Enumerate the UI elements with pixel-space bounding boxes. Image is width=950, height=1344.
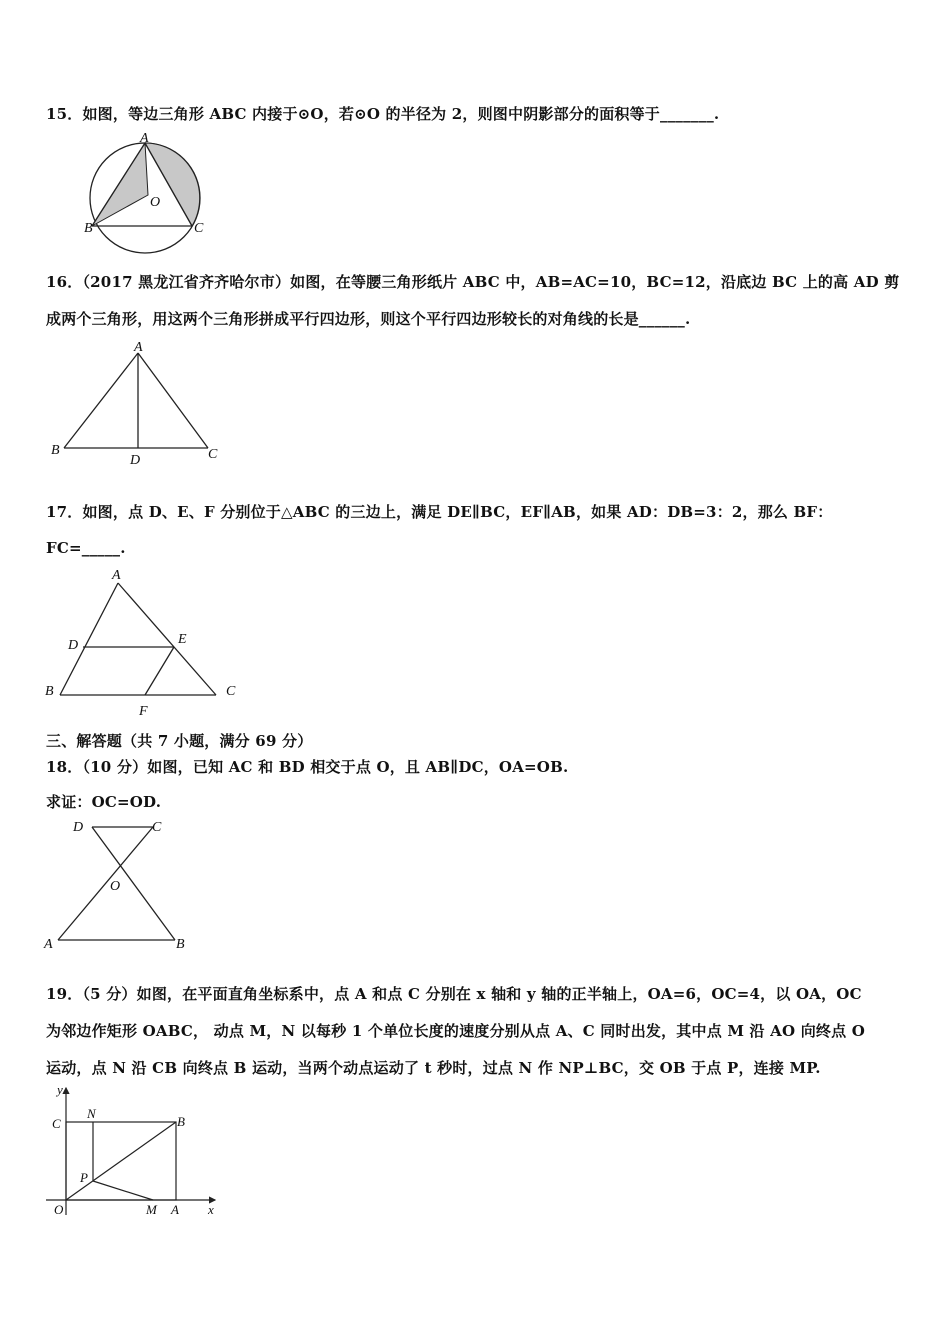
- label-c: C: [52, 1116, 61, 1131]
- segment-pm: [93, 1181, 153, 1200]
- label-o: O: [54, 1202, 64, 1217]
- label-c: C: [152, 820, 162, 835]
- q18-text-line2: 求证：OC=OD.: [46, 793, 162, 811]
- diagonal-ob: [66, 1122, 176, 1200]
- q16-text-line2: 成两个三角形，用这两个三角形拼成平行四边形，则这个平行四边形较长的对角线的长是______.: [46, 310, 691, 328]
- q16-figure: [46, 338, 236, 473]
- label-b: B: [84, 221, 93, 236]
- q19-text-line1: 19．（5 分）如图，在平面直角坐标系中，点 A 和点 C 分别在 x 轴和 y 轴的正半轴上，OA=6，OC=4，以 OA，OC: [46, 985, 862, 1003]
- section-heading: 三、解答题（共 7 小题，满分 69 分）: [46, 732, 313, 750]
- label-o: O: [110, 879, 121, 894]
- q17-figure: [40, 565, 240, 720]
- label-d: D: [73, 820, 84, 835]
- label-x: x: [208, 1202, 214, 1217]
- label-d: D: [68, 638, 79, 653]
- label-c: C: [208, 447, 218, 462]
- label-n: N: [87, 1106, 96, 1121]
- label-a: A: [112, 568, 121, 583]
- q18-figure: [40, 815, 195, 955]
- label-f: F: [139, 704, 148, 719]
- q15-figure: [80, 130, 220, 265]
- segment-bd: [92, 827, 175, 940]
- label-b: B: [177, 1114, 185, 1129]
- label-d: D: [130, 453, 141, 468]
- label-b: B: [45, 684, 54, 699]
- label-p: P: [80, 1170, 88, 1185]
- label-a: A: [134, 340, 143, 355]
- label-a: A: [140, 131, 149, 146]
- q19-text-line3: 运动，点 N 沿 CB 向终点 B 运动，当两个动点运动了 t 秒时，过点 N 作 NP⊥BC，交 OB 于点 P，连接 MP.: [46, 1059, 821, 1077]
- q19-figure: [40, 1080, 230, 1225]
- label-c: C: [194, 221, 204, 236]
- q16-text-line1: 16．（2017 黑龙江省齐齐哈尔市）如图，在等腰三角形纸片 ABC 中，AB=AC=10，BC=12，沿底边 BC 上的高 AD 剪: [46, 273, 900, 291]
- label-c: C: [226, 684, 236, 699]
- segment-ef: [145, 647, 174, 695]
- label-b: B: [176, 937, 185, 952]
- label-e: E: [178, 632, 187, 647]
- q19-text-line2: 为邻边作矩形 OABC， 动点 M，N 以每秒 1 个单位长度的速度分别从点 A、C 同时出发，其中点 M 沿 AO 向终点 O: [46, 1022, 865, 1040]
- q17-text-line2: FC=_____.: [46, 539, 126, 557]
- q18-text-line1: 18．（10 分）如图，已知 AC 和 BD 相交于点 O，且 AB∥DC，OA=OB.: [46, 758, 569, 776]
- label-b: B: [51, 443, 60, 458]
- label-a: A: [44, 937, 53, 952]
- label-a: A: [171, 1202, 179, 1217]
- label-o: O: [150, 195, 161, 210]
- q17-text-line1: 17．如图，点 D、E、F 分别位于△ABC 的三边上，满足 DE∥BC，EF∥AB，如果 AD：DB=3：2，那么 BF：: [46, 503, 833, 521]
- label-m: M: [146, 1202, 157, 1217]
- segment-ac: [58, 827, 153, 940]
- q15-text: 15．如图，等边三角形 ABC 内接于⊙O，若⊙O 的半径为 2，则图中阴影部分的面积等于_______.: [46, 105, 720, 123]
- shaded-region-right: [145, 143, 200, 226]
- label-y: y: [57, 1082, 63, 1097]
